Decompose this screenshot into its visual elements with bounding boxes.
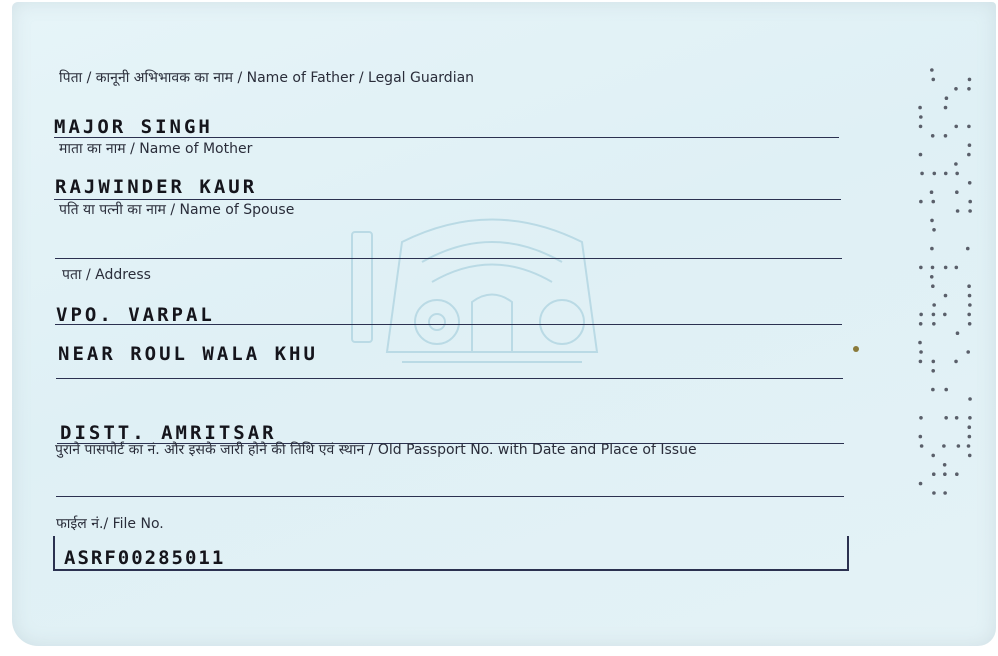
perforation-dot <box>944 266 948 270</box>
perforation-dot <box>919 200 923 204</box>
perforation-dot <box>919 360 923 364</box>
perforation-dot <box>954 360 958 364</box>
perforation-dot <box>944 134 948 138</box>
address-line-3: DISTT. AMRITSAR <box>60 422 277 444</box>
perforation-dot <box>968 294 972 298</box>
perforated-number <box>907 64 987 504</box>
perforation-dot <box>919 115 923 119</box>
perforation-dot <box>956 209 960 213</box>
father-line <box>54 137 839 138</box>
perforation-dot <box>919 322 923 326</box>
perforation-dot <box>943 313 947 317</box>
perforation-dot <box>955 266 959 270</box>
perforation-dot <box>918 341 922 345</box>
perforation-dot <box>930 247 934 251</box>
perforation-dot <box>943 491 947 495</box>
address-rule-2 <box>56 378 843 379</box>
perforation-dot <box>919 153 923 157</box>
address-line-2: NEAR ROUL WALA KHU <box>58 343 318 365</box>
perforation-dot <box>967 444 971 448</box>
perforation-dot <box>931 388 935 392</box>
national-emblem-watermark <box>342 202 642 372</box>
perforation-dot <box>920 444 924 448</box>
perforation-dot <box>930 190 934 194</box>
passport-page <box>12 2 996 646</box>
perforation-dot <box>943 463 947 467</box>
perforation-dot <box>955 472 959 476</box>
perforation-dot <box>942 444 946 448</box>
perforation-dot <box>957 444 961 448</box>
perforation-dot <box>930 68 934 72</box>
father-label: पिता / कानूनी अभिभावक का नाम / Name of Father / Legal Guardian <box>59 70 475 86</box>
perforation-dot <box>932 303 936 307</box>
perforation-dot <box>932 491 936 495</box>
perforation-dot <box>945 96 949 100</box>
perforation-dot <box>955 190 959 194</box>
perforation-dot <box>968 454 972 458</box>
perforation-dot <box>919 125 923 129</box>
perforation-dot <box>966 350 970 354</box>
old-passport-line <box>56 496 844 497</box>
perforation-dot <box>968 78 972 82</box>
perforation-dot <box>967 125 971 129</box>
perforation-dot <box>967 313 971 317</box>
perforation-dot <box>943 472 947 476</box>
perforation-dot <box>967 87 971 91</box>
perforation-dot <box>967 284 971 288</box>
perforation-dot <box>931 454 935 458</box>
perforation-dot <box>955 416 959 420</box>
perforation-dot <box>954 162 958 166</box>
perforation-dot <box>931 200 935 204</box>
spouse-label: पति या पत्नी का नाम / Name of Spouse <box>59 202 295 218</box>
perforation-dot <box>967 425 971 429</box>
perforation-dot <box>920 172 924 176</box>
perforation-dot <box>930 219 934 223</box>
perforation-dot <box>919 435 923 439</box>
perforation-dot <box>967 153 971 157</box>
perforation-dot <box>919 350 923 354</box>
perforation-dot <box>968 322 972 326</box>
address-label: पता / Address <box>62 267 151 283</box>
perforation-dot <box>966 247 970 251</box>
father-value: MAJOR SINGH <box>54 116 213 138</box>
perforation-dot <box>944 106 948 110</box>
old-passport-label: पुराने पासपोर्ट का नं. और इसके जारी होने की तिथि एवं स्थान / Old Passport No. with Date and Place of Issue <box>55 442 697 458</box>
mother-label: माता का नाम / Name of Mother <box>59 141 253 157</box>
file-no-label: फाईल नं./ File No. <box>56 516 164 532</box>
perforation-dot <box>944 172 948 176</box>
perforation-dot <box>932 172 936 176</box>
perforation-dot <box>919 313 923 317</box>
perforation-dot <box>956 331 960 335</box>
perforation-dot <box>931 284 935 288</box>
spouse-line <box>55 258 842 259</box>
perforation-dot <box>932 322 936 326</box>
perforation-dot <box>919 266 923 270</box>
perforation-dot <box>931 78 935 82</box>
perforation-dot <box>931 134 935 138</box>
perforation-dot <box>968 397 972 401</box>
perforation-dot <box>944 388 948 392</box>
perforation-dot <box>931 360 935 364</box>
address-rule-1 <box>55 324 842 325</box>
perforation-dot <box>968 200 972 204</box>
ink-speck <box>853 346 859 352</box>
perforation-dot <box>932 472 936 476</box>
address-line-1: VPO. VARPAL <box>56 304 215 326</box>
perforation-dot <box>968 181 972 185</box>
perforation-dot <box>968 416 972 420</box>
perforation-dot <box>944 294 948 298</box>
perforation-dot <box>954 125 958 129</box>
perforation-dot <box>944 416 948 420</box>
perforation-dot <box>919 482 923 486</box>
perforation-dot <box>954 87 958 91</box>
perforation-dot <box>918 106 922 110</box>
mother-value: RAJWINDER KAUR <box>55 176 258 198</box>
perforation-dot <box>955 172 959 176</box>
perforation-dot <box>968 209 972 213</box>
perforation-dot <box>931 266 935 270</box>
file-no-value: ASRF00285011 <box>64 547 226 569</box>
perforation-dot <box>930 275 934 279</box>
perforation-dot <box>931 369 935 373</box>
perforation-dot <box>968 303 972 307</box>
perforation-dot <box>932 228 936 232</box>
perforation-dot <box>919 416 923 420</box>
perforation-dot <box>968 143 972 147</box>
perforation-dot <box>932 313 936 317</box>
perforation-dot <box>968 435 972 439</box>
